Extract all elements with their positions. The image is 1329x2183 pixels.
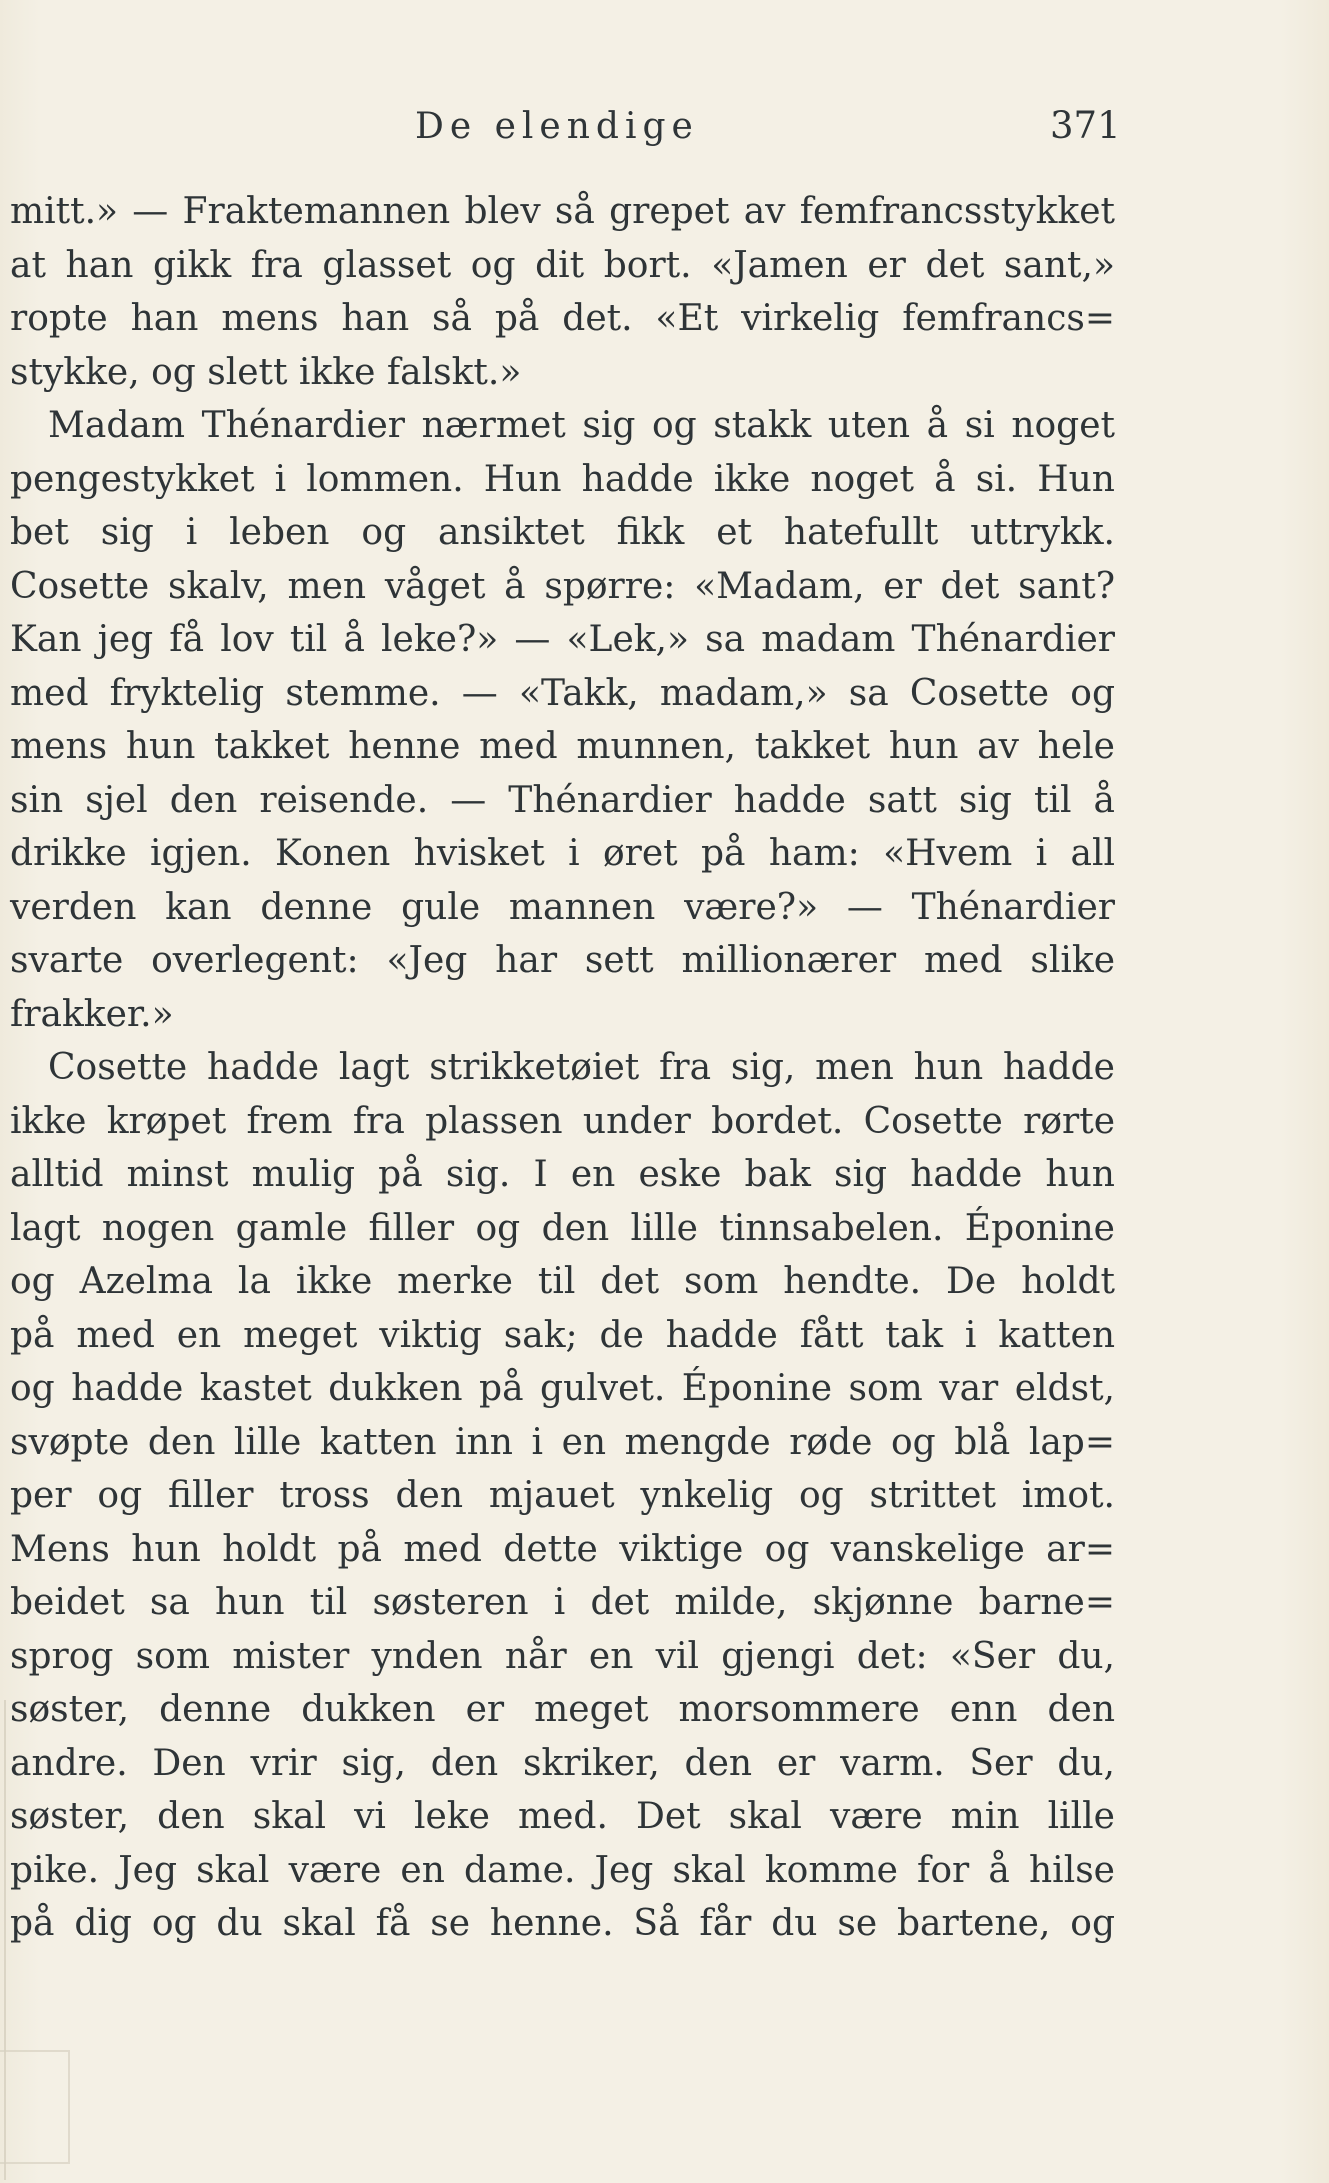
text-line: alltid minst mulig på sig. I en eske bak sig hadde hun [10,1154,1115,1195]
text-line: Cosette skalv, men våget å spørre: «Madam, er det sant? [10,565,1115,607]
page-number: 371 [1050,104,1121,147]
text-line: andre. Den vrir sig, den skriker, den er varm. Ser du, [10,1742,1115,1784]
text-line: og Azelma la ikke merke til det som hendte. De holdt [10,1261,1115,1302]
text-line: på med en meget viktig sak; de hadde fått tak i katten [10,1314,1115,1356]
text-line: pike. Jeg skal være en dame. Jeg skal komme for å hilse [10,1849,1115,1891]
running-title: De elendige [415,106,699,147]
text-line: Kan jeg få lov til å leke?» — «Lek,» sa madam Thénardier [10,619,1115,660]
text-line: svøpte den lille katten inn i en mengde røde og blå lap= [10,1421,1115,1463]
text-line: søster, den skal vi leke med. Det skal være min lille [10,1796,1115,1837]
text-line: sprog som mister ynden når en vil gjengi det: «Ser du, [10,1635,1115,1677]
scan-margin-mark [0,2050,70,2164]
text-line: Cosette hadde lagt strikketøiet fra sig, men hun hadde [48,1047,1115,1088]
text-line: at han gikk fra glasset og dit bort. «Jamen er det sant,» [10,244,1115,286]
text-line: på dig og du skal få se henne. Så får du se bartene, og [10,1903,1115,1944]
text-line: og hadde kastet dukken på gulvet. Éponine som var eldst, [10,1368,1115,1409]
text-line: drikke igjen. Konen hvisket i øret på ham: «Hvem i all [10,833,1115,874]
text-line: pengestykket i lommen. Hun hadde ikke noget å si. Hun [10,458,1115,500]
running-header [0,100,1329,160]
text-line: med fryktelig stemme. — «Takk, madam,» sa Cosette og [10,672,1115,714]
text-line: verden kan denne gule mannen være?» — Thénardier [10,886,1115,928]
text-line: Madam Thénardier nærmet sig og stakk uten å si noget [48,405,1115,446]
text-line: søster, denne dukken er meget morsommere enn den [10,1689,1115,1730]
text-line: per og filler tross den mjauet ynkelig og strittet imot. [10,1475,1115,1516]
text-line: mitt.» — Fraktemannen blev så grepet av femfrancsstykket [10,191,1115,232]
text-line: lagt nogen gamle filler og den lille tinnsabelen. Éponine [10,1207,1115,1249]
text-line: bet sig i leben og ansiktet fikk et hatefullt uttrykk. [10,512,1115,553]
text-line: stykke, og slett ikke falskt.» [10,351,522,393]
text-line: ropte han mens han så på det. «Et virkelig femfrancs= [10,298,1115,339]
text-line: sin sjel den reisende. — Thénardier hadde satt sig til å [10,779,1115,821]
text-line: mens hun takket henne med munnen, takket hun av hele [10,726,1115,767]
text-line: beidet sa hun til søsteren i det milde, skjønne barne= [10,1582,1115,1623]
text-line: ikke krøpet frem fra plassen under bordet. Cosette rørte [10,1100,1115,1142]
text-line: svarte overlegent: «Jeg har sett millionærer med slike [10,940,1115,981]
text-line: frakker.» [10,993,174,1035]
text-line: Mens hun holdt på med dette viktige og vanskelige ar= [10,1528,1115,1570]
body-text [10,185,1115,1951]
